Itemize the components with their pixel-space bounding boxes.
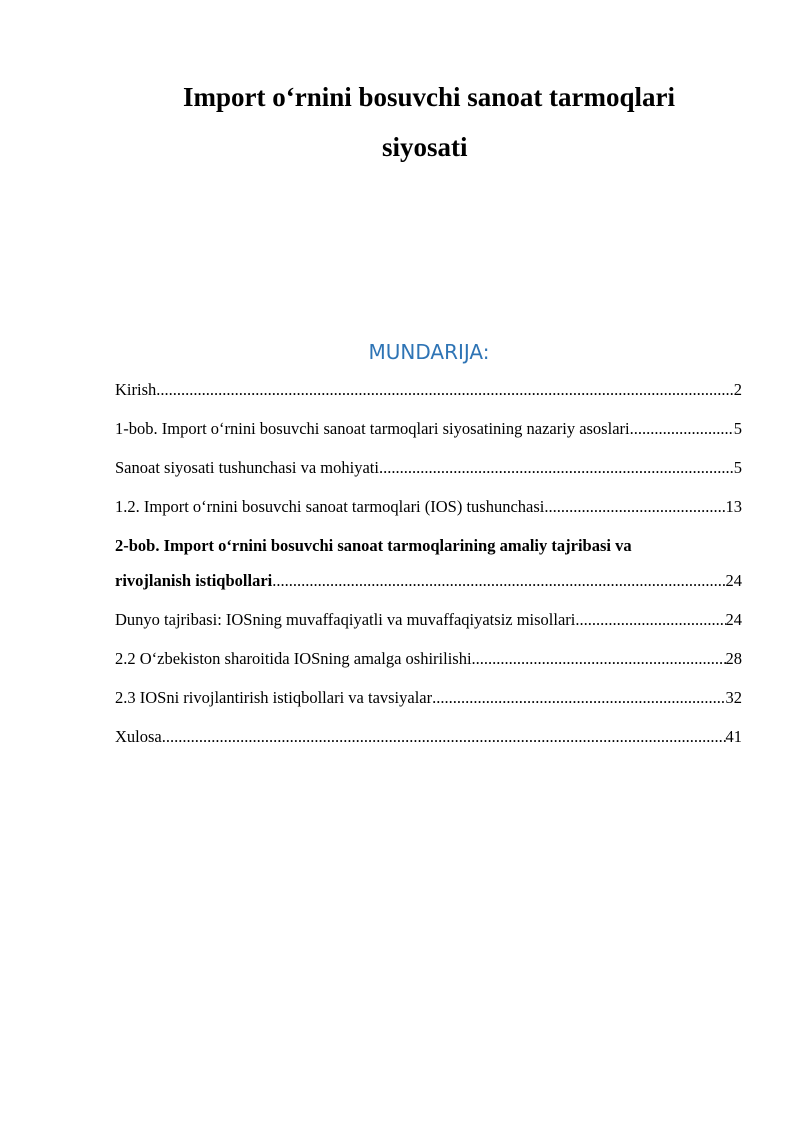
document-title-line-2: siyosati [382,132,468,162]
toc-entry-introduction[interactable] [115,378,742,417]
toc-entry-chapter-2[interactable] [115,569,742,608]
toc-leader-dots [432,686,725,710]
toc-entry-section-2-2[interactable] [115,647,742,686]
toc-entry-text: 1.2. Import o‘rnini bosuvchi sanoat tarmoqlari (IOS) tushunchasi [115,497,545,516]
toc-entry-section-1-2[interactable] [115,495,742,534]
toc-page-number: 28 [725,649,742,668]
toc-entry-text: Dunyo tajribasi: IOSning muvaffaqiyatli va muvaffaqiyatsiz misollari [115,610,576,629]
toc-entry-text: Xulosa [115,727,162,746]
toc-page-number: 5 [733,419,742,438]
toc-entry-text: 1-bob. Import o‘rnini bosuvchi sanoat tarmoqlari siyosatining nazariy asoslari [115,419,630,438]
toc-entry-text: 2.3 IOSni rivojlantirish istiqbollari va tavsiyalar [115,688,433,707]
toc-leader-dots [379,456,734,480]
toc-leader-dots [272,569,725,593]
toc-leader-dots [472,647,726,671]
toc-page-number: 13 [725,497,742,516]
toc-page-number: 24 [725,610,742,629]
toc-entry-text: Kirish [115,380,157,399]
toc-leader-dots [544,495,725,519]
toc-page-number: 24 [725,571,742,590]
document-title-line-1: Import o‘rnini bosuvchi sanoat tarmoqlari [183,82,676,112]
toc-entry-conclusion[interactable] [115,725,742,764]
toc-page-number: 5 [733,458,742,477]
toc-leader-dots [162,725,726,749]
toc-entry-text: Sanoat siyosati tushunchasi va mohiyati [115,458,379,477]
toc-page-number: 2 [733,380,742,399]
toc-entry-text: rivojlanish istiqbollari [115,571,273,590]
toc-entry-chapter-1[interactable] [115,417,742,456]
toc-entry-section-2-1[interactable] [115,608,742,647]
table-of-contents [115,378,742,764]
toc-page-number: 32 [725,688,742,707]
toc-entry-chapter-2-line-1[interactable]: 2-bob. Import o‘rnini bosuvchi sanoat tarmoqlarining amaliy tajribasi va [115,536,632,555]
toc-leader-dots [630,417,734,441]
toc-leader-dots [575,608,725,632]
toc-heading: MUNDARIJA: [368,340,490,364]
toc-entry-section-2-3[interactable] [115,686,742,725]
toc-entry-text: 2.2 O‘zbekiston sharoitida IOSning amalga oshirilishi [115,649,472,668]
toc-leader-dots [156,378,734,402]
toc-entry-section-1-1[interactable] [115,456,742,495]
toc-page-number: 41 [725,727,742,746]
